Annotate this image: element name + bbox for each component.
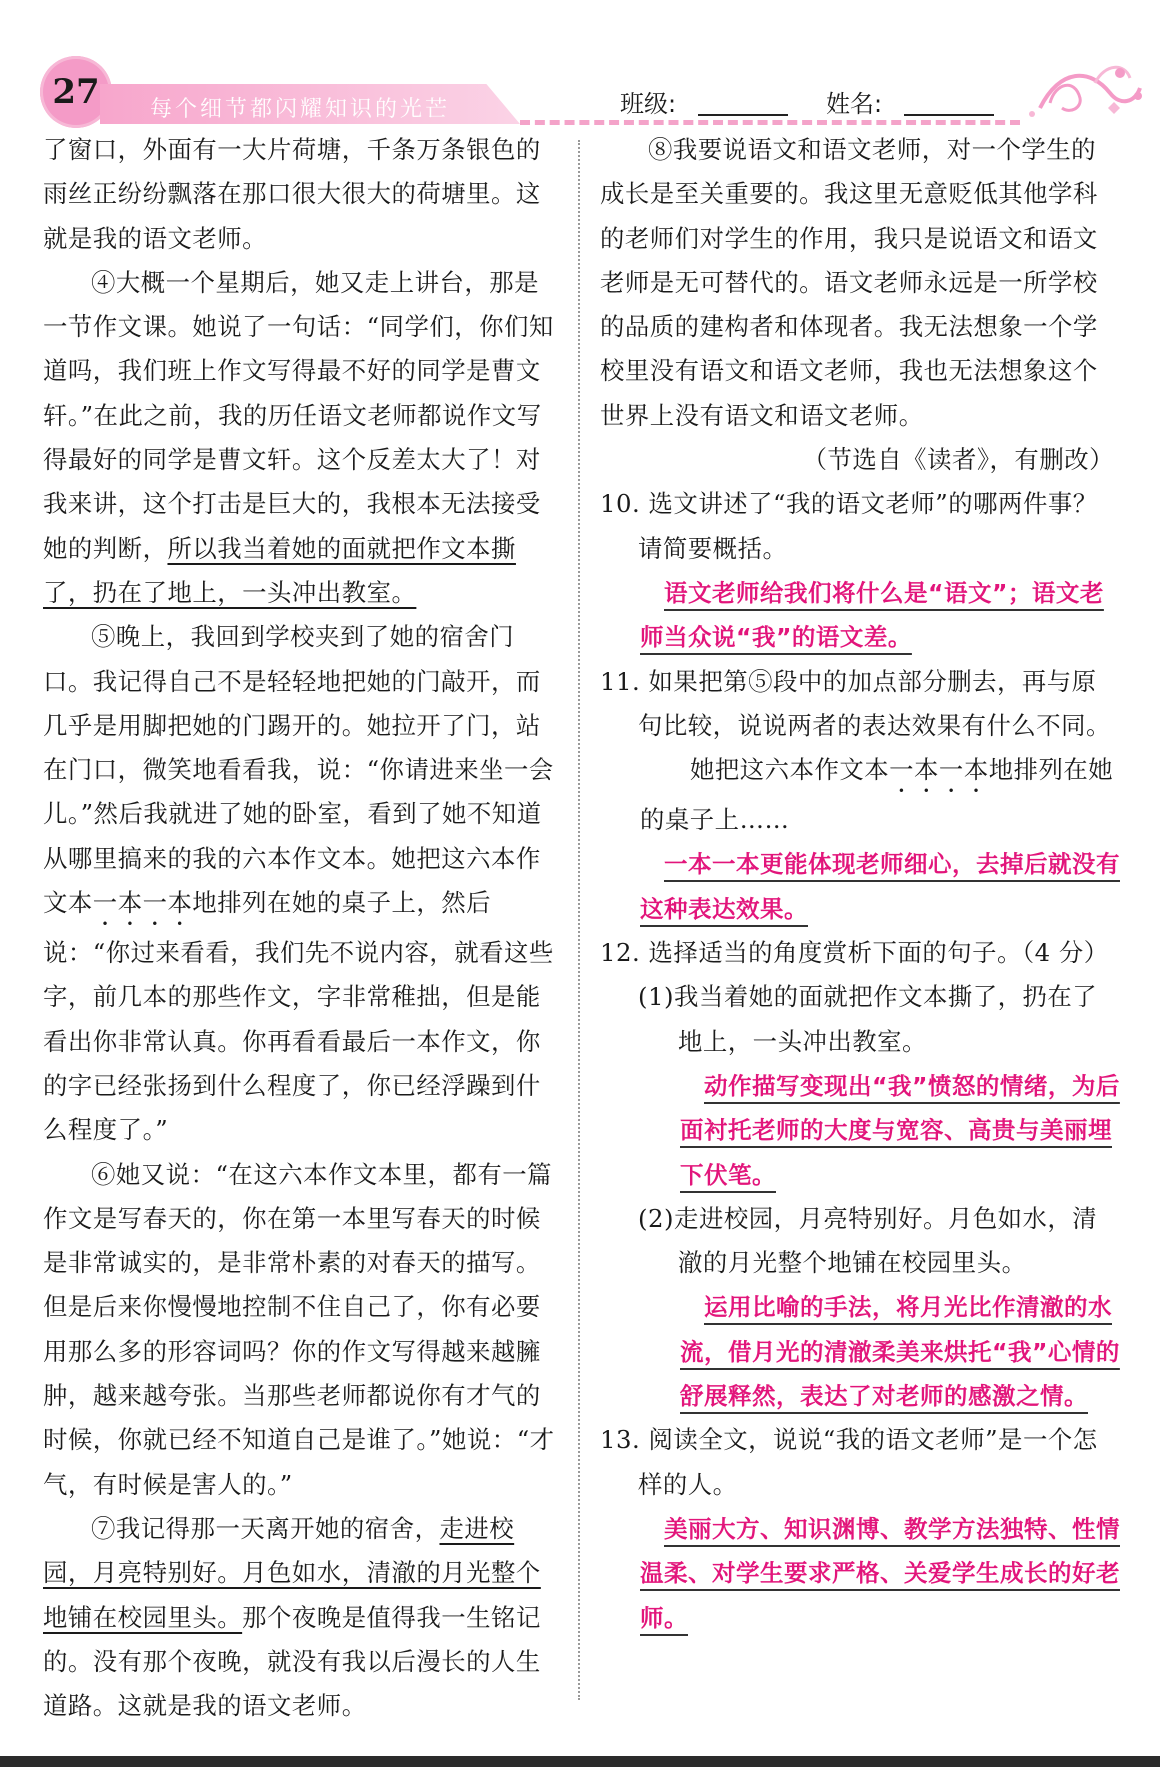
right-column xyxy=(600,128,1120,1640)
answer-12-part-2: 运用比喻的手法，将月光比作清澈的水流，借月光的清澈柔美来烘托“我”心情的舒展释然，表达了对老师的感激之情。 xyxy=(680,1293,1120,1411)
class-label: 班级: xyxy=(620,90,677,118)
name-blank-line xyxy=(904,114,994,116)
paragraph-5-dotted-phrase: 一本一本 xyxy=(92,888,193,918)
answer-10: 语文老师给我们将什么是“语文”；语文老师当众说“我”的语文差。 xyxy=(640,578,1104,652)
paragraph-7-underlined: 走进校园，月亮特别好。月色如水，清澈的月光整个地铺在校园里头。 xyxy=(43,1513,541,1632)
floral-ornament-icon xyxy=(1020,48,1150,128)
bottom-edge-bar xyxy=(0,1756,1160,1767)
paragraph-3-tail: 了窗口，外面有一大片荷塘，千条万条银色的雨丝正纷纷飘落在那口很大很大的荷塘里。这就是我的语文老师。 xyxy=(43,135,541,253)
page-header xyxy=(0,0,1160,140)
paragraph-7-text-b: 那个夜晚是值得我一生铭记的。没有那个夜晚，就没有我以后漫长的人生道路。这就是我的语文老师。 xyxy=(43,1602,541,1721)
paragraph-6: ⑥她又说：“在这六本作文本里，都有一篇作文是写春天的，你在第一本里写春天的时候是非常诚实的，是非常朴素的对春天的描写。但是后来你慢慢地控制不住自己了，你有必要用那么多的形容词吗？你的作文写得越来越臃肿，越来越夸张。当那些老师都说你有才气的时候，你就已经不知道自己是谁了。”她说：“才气，有时候是害人的。” xyxy=(43,1159,555,1499)
answer-11: 一本一本更能体现老师细心，去掉后就没有这种表达效果。 xyxy=(640,850,1120,923)
answer-12-part-1: 动作描写变现出“我”愤怒的情绪，为后面衬托老师的大度与宽容、高贵与美丽埋下伏笔。 xyxy=(680,1071,1120,1189)
paragraph-5-text-b: 地排列在她的桌子上，然后说：“你过来看看，我们先不说内容，就看这些字，前几本的那些作文，字非常稚拙，但是能看出你非常认真。你再看看最后一本作文，你的字已经张扬到什么程度了，你已经浮躁到什么程度了。” xyxy=(43,888,554,1145)
column-divider xyxy=(578,140,580,1700)
question-10: 10. 选文讲述了“我的语文老师”的哪两件事？请简要概括。 xyxy=(600,489,1098,563)
quote-text-b: 地排列在她的桌子上…… xyxy=(640,755,1114,835)
slogan-text: 每个细节都闪耀知识的光芒 xyxy=(150,97,451,122)
name-label: 姓名: xyxy=(826,90,883,118)
header-dashed-divider xyxy=(520,120,1020,125)
paragraph-7-text-a: ⑦我记得那一天离开她的宿舍， xyxy=(91,1513,440,1543)
left-column xyxy=(43,128,561,1728)
paragraph-4-underlined: 所以我当着她的面就把作文本撕了，扔在了地上，一头冲出教室。 xyxy=(43,533,516,607)
quote-dotted-phrase: 一本一本 xyxy=(889,755,989,785)
paragraph-4 xyxy=(43,261,561,615)
question-12: 12. 选择适当的角度赏析下面的句子。（4 分） xyxy=(600,938,1109,968)
question-12-part-2: (2)走进校园，月亮特别好。月色如水，清澈的月光整个地铺在校园里头。 xyxy=(638,1203,1098,1278)
answer-13: 美丽大方、知识渊博、教学方法独特、性情温柔、对学生要求严格、关爱学生成长的好老师。 xyxy=(640,1514,1120,1632)
paragraph-7 xyxy=(43,1507,561,1728)
paragraph-5-text-a: ⑤晚上，我回到学校夹到了她的宿舍门口。我记得自己不是轻轻地把她的门敲开，而几乎是用脚把她的门踢开的。她拉开了门，站在门口，微笑地看看我，说：“你请进来坐一会儿。”然后我就进了她的卧室，看到了她不知道从哪里搞来的我的六本作文本。她把这六本作文本 xyxy=(43,622,554,918)
question-11-quote xyxy=(600,748,1120,842)
paragraph-4-text: ④大概一个星期后，她又走上讲台，那是一节作文课。她说了一句话：“同学们，你们知道吗，我们班上作文写得最不好的同学是曹文轩。”在此之前，我的历任语文老师都说作文写得最好的同学是曹文轩。这个反差太大了！对我来讲，这个打击是巨大的，我根本无法接受她的判断， xyxy=(43,267,554,563)
class-blank-line xyxy=(698,114,788,116)
paragraph-5 xyxy=(43,615,561,1152)
question-12-part-1: (1)我当着她的面就把作文本撕了，扔在了地上，一头冲出教室。 xyxy=(638,982,1098,1056)
paragraph-8: ⑧我要说语文和语文老师，对一个学生的成长是至关重要的。我这里无意贬低其他学科的老师们对学生的作用，我只是说语文和语文老师是无可替代的。语文老师永远是一所学校的品质的建构者和体现者。我无法想象一个学校里没有语文和语文老师，我也无法想象这个世界上没有语文和语文老师。 xyxy=(600,135,1098,430)
page-number: 27 xyxy=(52,72,100,112)
quote-text-a: 她把这六本作文本 xyxy=(690,755,890,785)
source-citation: （节选自《读者》，有删改） xyxy=(802,445,1114,475)
question-11: 11. 如果把第⑤段中的加点部分删去，再与原句比较，说说两者的表达效果有什么不同。 xyxy=(600,666,1111,740)
question-13: 13. 阅读全文，说说“我的语文老师”是一个怎样的人。 xyxy=(600,1425,1098,1499)
